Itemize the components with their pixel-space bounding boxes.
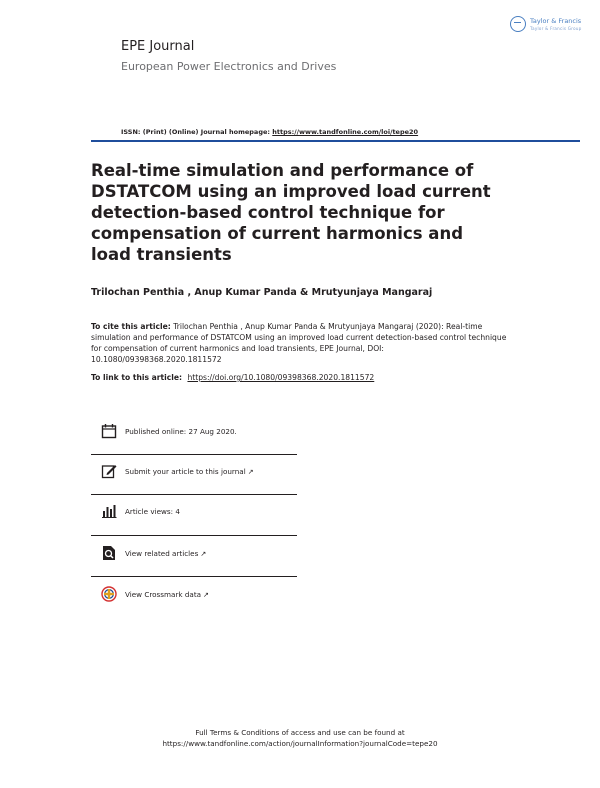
header-divider [91, 140, 580, 142]
published-row [99, 423, 297, 449]
related-articles-label: View related articles [125, 549, 199, 558]
journal-subtitle: European Power Electronics and Drives [121, 60, 337, 73]
bar-chart-icon [101, 503, 117, 519]
citation-block [91, 321, 511, 365]
published-date: Published online: 27 Aug 2020. [125, 427, 237, 436]
footer-terms-text: Full Terms & Conditions of access and use can be found at [195, 728, 405, 737]
publisher-logo [510, 14, 590, 38]
article-link-label: To link to this article: [91, 373, 183, 382]
submit-article-link[interactable] [125, 467, 254, 476]
footer [0, 727, 600, 749]
article-views-row [99, 503, 297, 529]
related-articles-link[interactable] [125, 549, 206, 558]
submit-article-label: Submit your article to this journal [125, 467, 246, 476]
external-link-icon: ↗ [203, 591, 209, 599]
divider [91, 535, 297, 536]
related-articles-row[interactable] [99, 545, 297, 571]
publisher-tagline: Taylor & Francis Group [530, 26, 582, 31]
calendar-icon [101, 423, 117, 439]
article-title: Real-time simulation and performance of DSTATCOM using an improved load current detection-based control technique for compensation of current harmonics and load transients [91, 161, 491, 264]
article-authors: Trilochan Penthia , Anup Kumar Panda & Mrutyunjaya Mangaraj [91, 287, 433, 298]
publisher-name: Taylor & Francis [530, 17, 582, 25]
journal-title: EPE Journal [121, 39, 195, 54]
article-doi-link[interactable]: https://doi.org/10.1080/09398368.2020.1811572 [187, 373, 375, 382]
article-views: Article views: 4 [125, 507, 180, 516]
citation-text: Trilochan Penthia , Anup Kumar Panda & Mrutyunjaya Mangaraj (2020): Real-time simulation and performance of DSTATCOM using an improved load current detection-based control technique for compensation of current harmonics and load transients, EPE Journal, DOI: 10.1080/09398368.2020.1811572 [91, 322, 507, 364]
publisher-logo-icon [510, 16, 526, 32]
crossmark-row[interactable] [99, 586, 297, 612]
divider [91, 454, 297, 455]
journal-homepage-link[interactable]: https://www.tandfonline.com/loi/tepe20 [272, 128, 419, 136]
divider [91, 576, 297, 577]
article-link-block [91, 373, 511, 382]
issn-label: ISSN: (Print) (Online) Journal homepage: [121, 128, 270, 136]
crossmark-icon [101, 586, 117, 602]
issn-line [121, 128, 418, 136]
external-link-icon: ↗ [247, 468, 254, 476]
related-articles-icon [101, 545, 117, 561]
submit-article-row[interactable] [99, 463, 297, 489]
citation-label: To cite this article: [91, 322, 171, 331]
crossmark-link[interactable] [125, 590, 209, 599]
divider [91, 494, 297, 495]
external-link-icon: ↗ [200, 550, 207, 558]
footer-terms-link[interactable]: https://www.tandfonline.com/action/journalInformation?journalCode=tepe20 [162, 739, 438, 748]
edit-icon [101, 463, 117, 479]
crossmark-label: View Crossmark data [125, 590, 202, 599]
